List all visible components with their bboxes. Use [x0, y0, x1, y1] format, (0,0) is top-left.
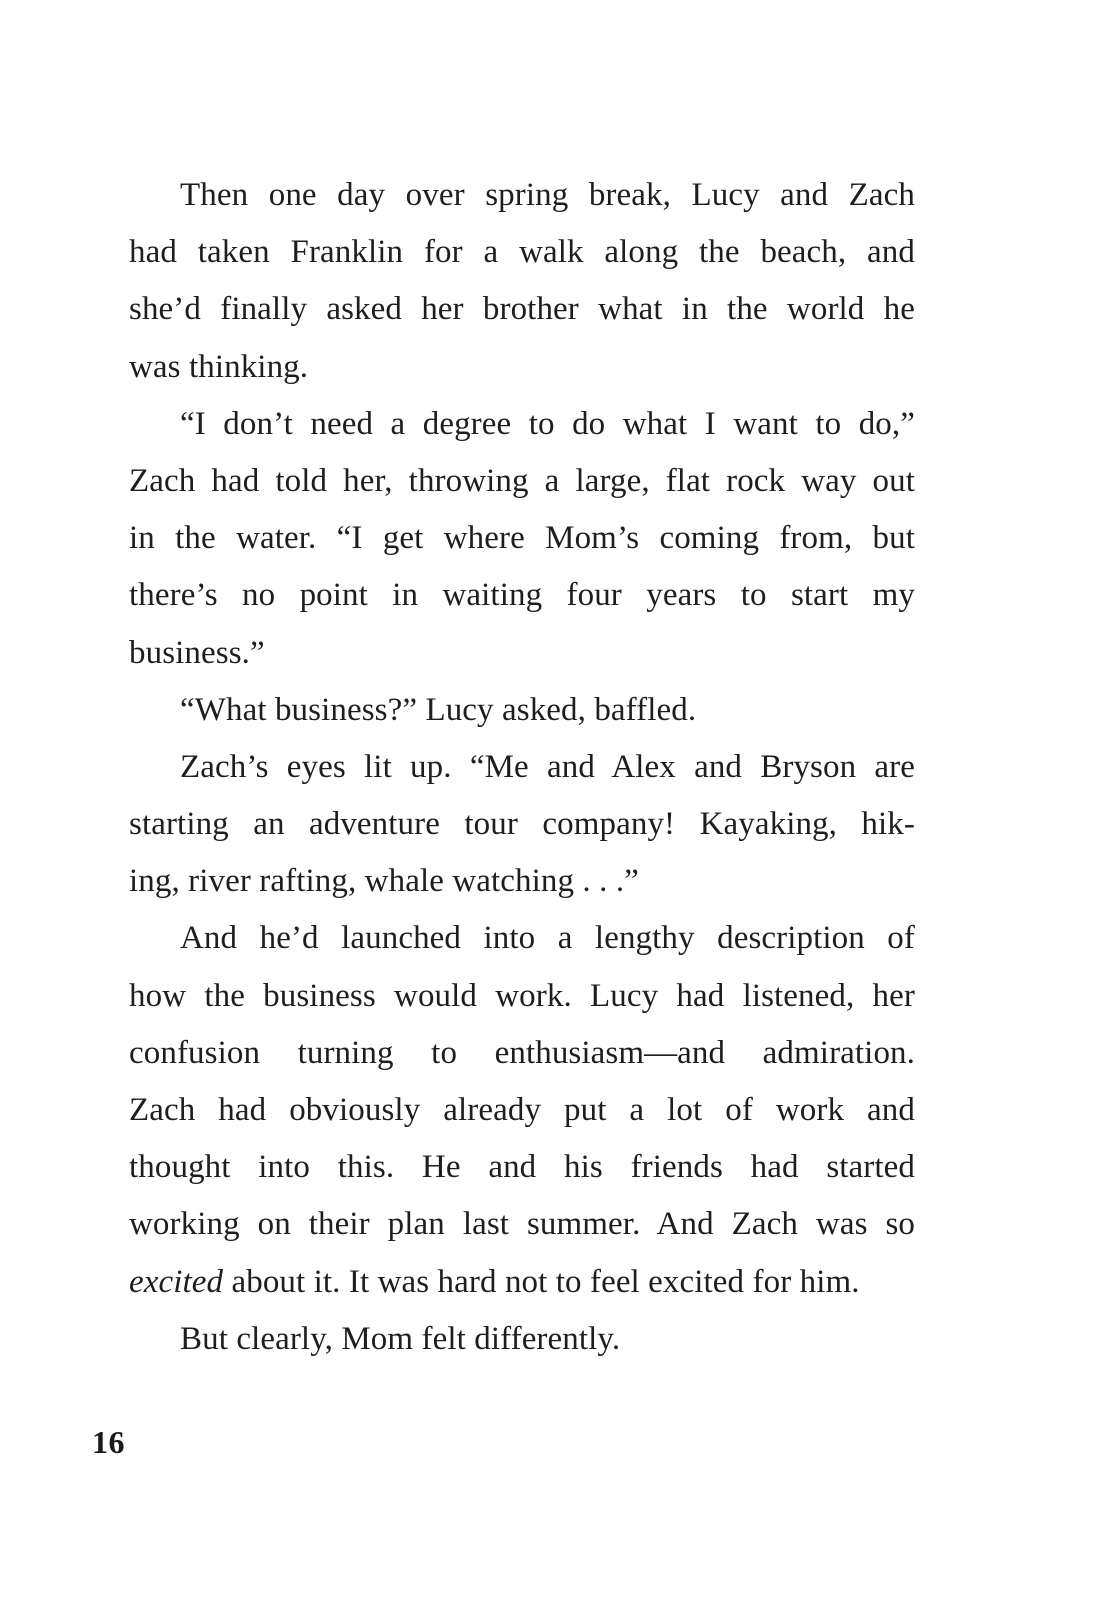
text-line	[129, 567, 915, 624]
line-text: business.”	[129, 634, 265, 671]
text-line	[129, 682, 915, 739]
line-text: was thinking.	[129, 348, 309, 385]
line-text: And he’d launched into a lengthy description of	[180, 920, 915, 957]
text-line	[129, 453, 915, 510]
line-text: But clearly, Mom felt differently.	[180, 1320, 621, 1357]
page-number: 16	[92, 1424, 125, 1460]
line-text: about it. It was hard not to feel excited for him.	[223, 1263, 860, 1300]
text-line	[129, 739, 915, 796]
line-text: Then one day over spring break, Lucy and Zach	[180, 177, 915, 213]
line-text: in the water. “I get where Mom’s coming from, but	[129, 520, 915, 557]
text-line	[129, 1196, 915, 1253]
text-line	[129, 1082, 915, 1139]
text-line	[129, 1025, 915, 1082]
line-text: had taken Franklin for a walk along the beach, and	[129, 234, 915, 271]
text-line	[129, 910, 915, 967]
line-text: “What business?” Lucy asked, baffled.	[180, 691, 697, 728]
text-line	[129, 1139, 915, 1196]
text-line	[129, 510, 915, 567]
body-text	[129, 167, 915, 1368]
text-line	[129, 1311, 915, 1368]
text-line	[129, 339, 915, 396]
line-text: Zach had obviously already put a lot of work and	[129, 1092, 915, 1128]
text-line	[129, 167, 915, 224]
text-line	[129, 853, 915, 910]
line-text: ing, river rafting, whale watching . . .”	[129, 863, 639, 900]
line-text: she’d finally asked her brother what in the world he	[129, 291, 915, 328]
text-line	[129, 1254, 915, 1311]
line-text: working on their plan last summer. And Zach was so	[129, 1206, 915, 1243]
emphasis-text: excited	[129, 1263, 224, 1300]
line-text: thought into this. He and his friends had started	[129, 1149, 915, 1186]
text-line	[129, 224, 915, 281]
text-line	[129, 968, 915, 1025]
text-line	[129, 625, 915, 682]
line-text: Zach had told her, throwing a large, flat rock way out	[129, 462, 915, 499]
line-text: “I don’t need a degree to do what I want to do,”	[180, 405, 915, 442]
text-line	[129, 281, 915, 338]
text-line	[129, 396, 915, 453]
line-text: starting an adventure tour company! Kayaking, hik-	[129, 806, 915, 843]
line-text: confusion turning to enthusiasm—and admiration.	[129, 1034, 915, 1071]
text-line	[129, 796, 915, 853]
line-text: Zach’s eyes lit up. “Me and Alex and Bryson are	[180, 748, 915, 785]
line-text: how the business would work. Lucy had listened, her	[129, 977, 915, 1014]
line-text: there’s no point in waiting four years to start my	[129, 577, 915, 614]
